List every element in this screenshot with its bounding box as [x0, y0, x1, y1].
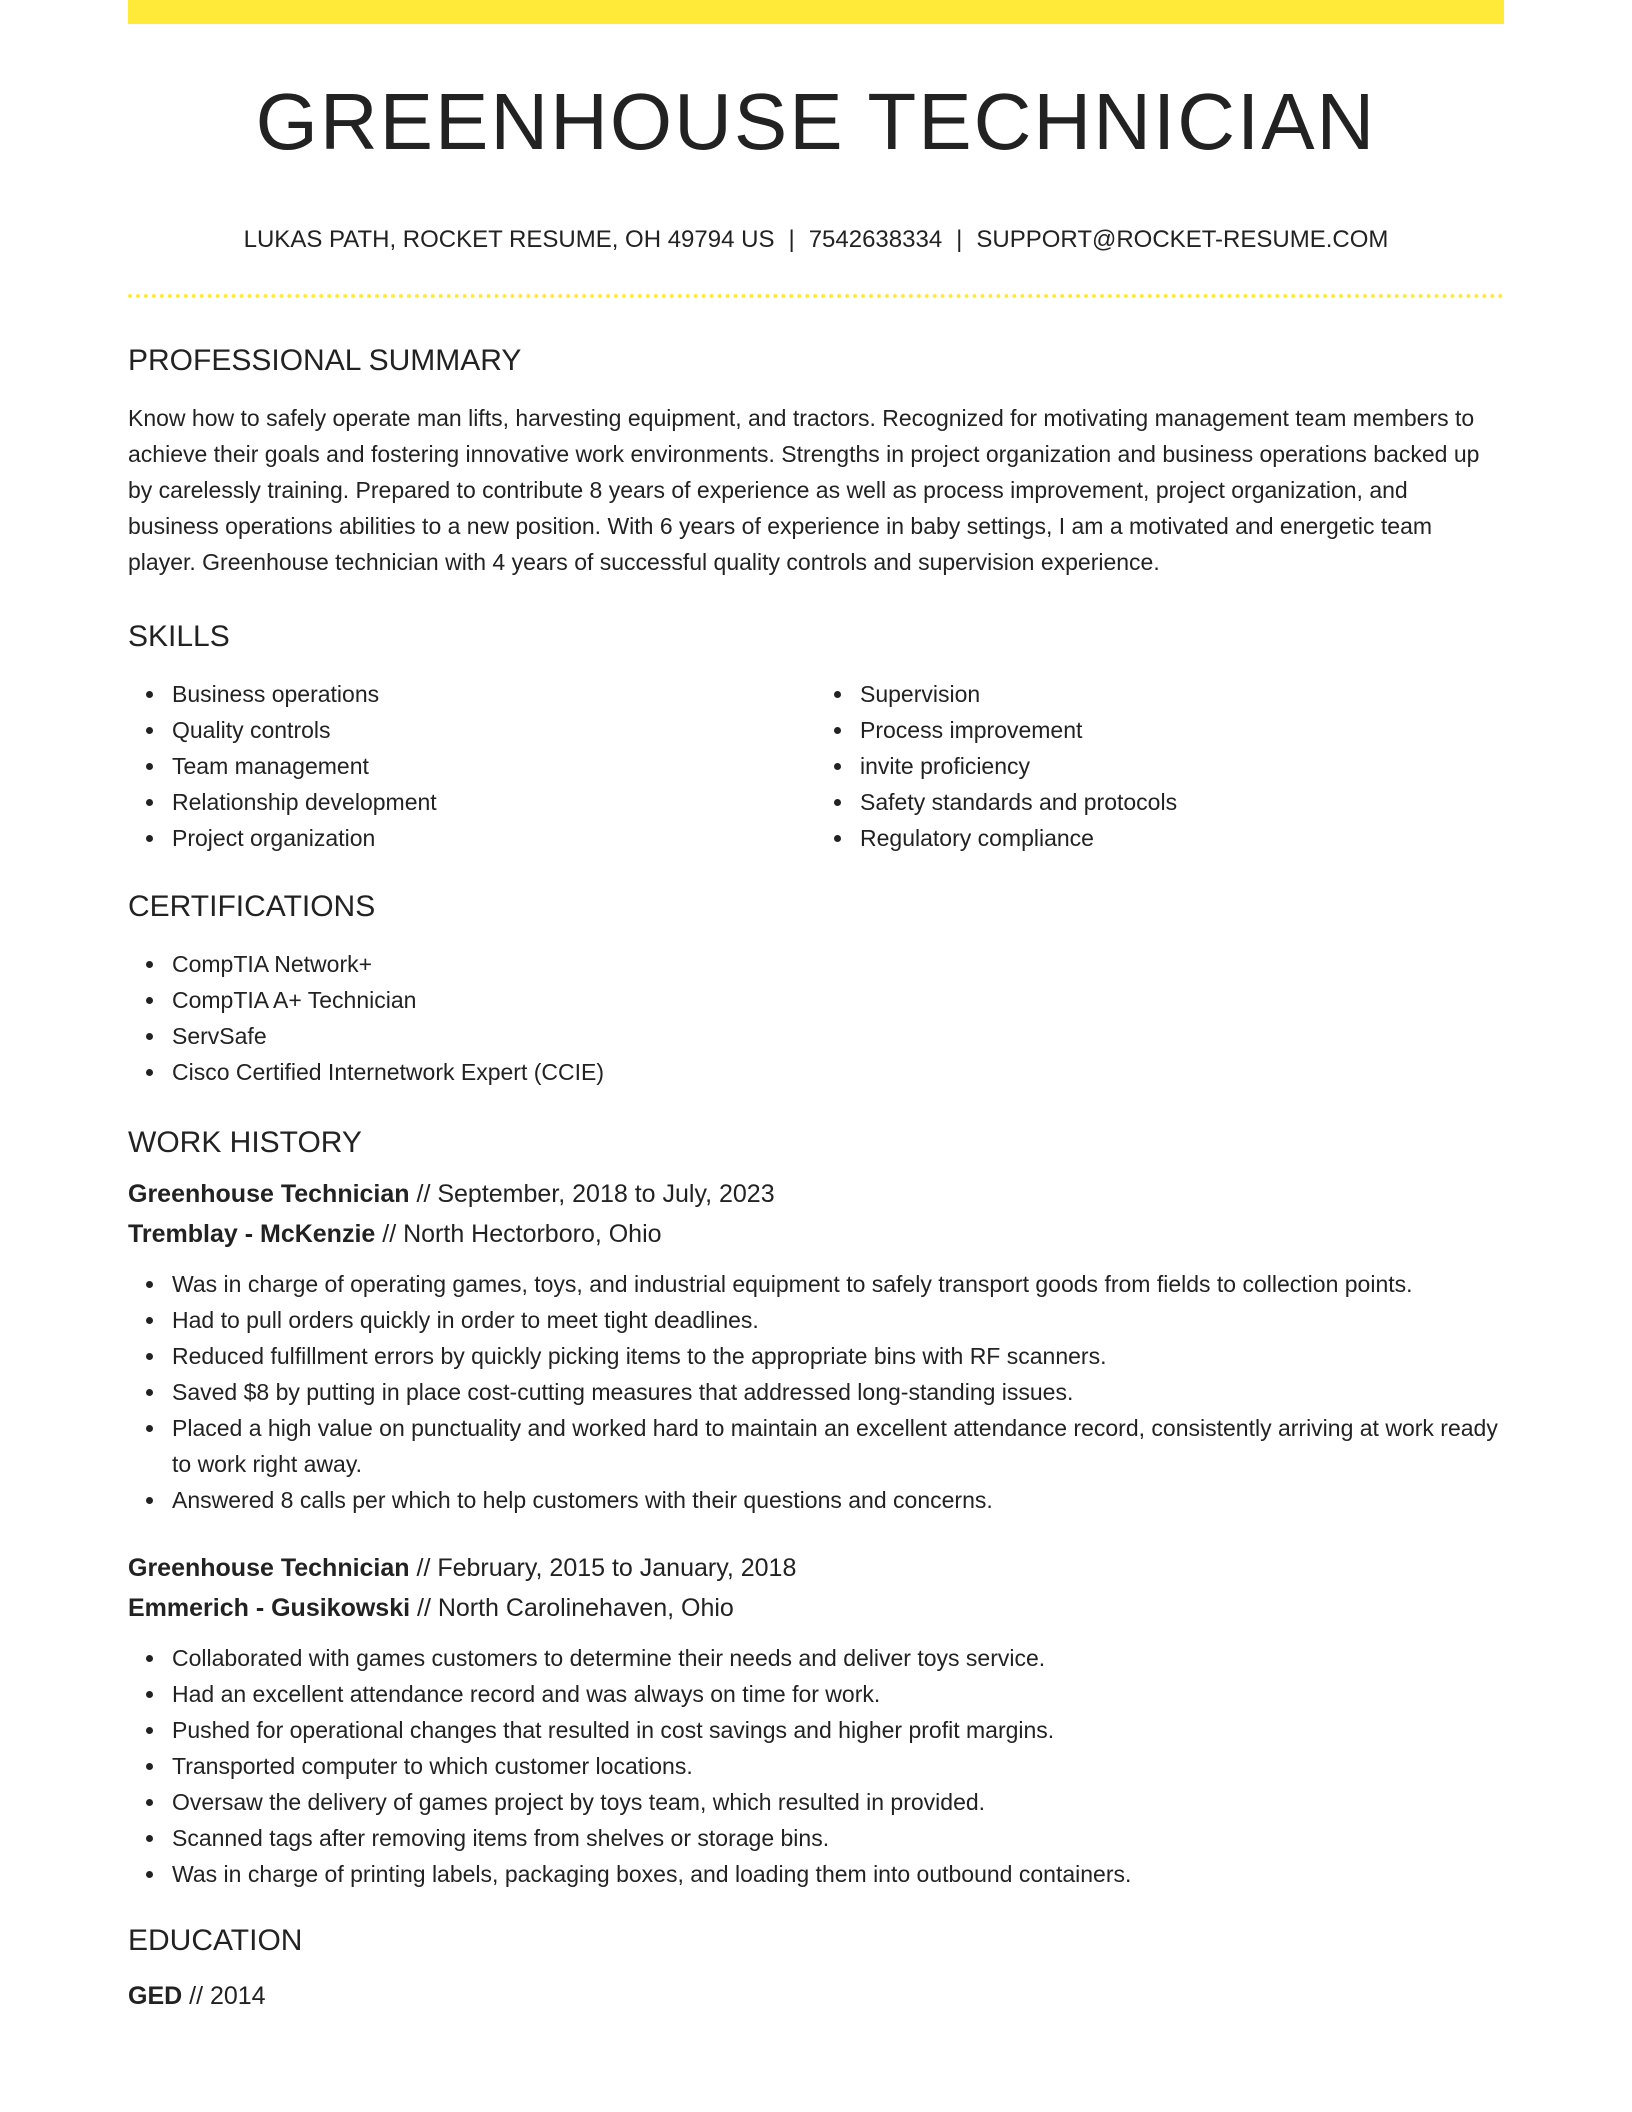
summary-text: Know how to safely operate man lifts, harvesting equipment, and tractors. Recognized for motivating management team members to achieve their goals and fostering innovative work environments. Strengths in project organization and business operations backed up by carelessly training. Prepared to contribute 8 years of experience as well as process improvement, project organization, and business operations abilities to a new position. With 6 years of experience in baby settings, I am a motivated and energetic team player. Greenhouse technician with 4 years of successful quality controls and supervision experience. — [128, 405, 1480, 575]
dotted-divider — [128, 294, 1504, 298]
job-bullet: Had to pull orders quickly in order to meet tight deadlines. — [172, 1302, 1504, 1338]
job-location: // North Hectorboro, Ohio — [375, 1220, 662, 1248]
job-bullet: Collaborated with games customers to determine their needs and deliver toys service. — [172, 1640, 1504, 1676]
job-bullet: Had an excellent attendance record and was always on time for work. — [172, 1676, 1504, 1712]
job-title: Greenhouse Technician — [128, 1180, 410, 1208]
job-title-line — [128, 1548, 1504, 1588]
contact-email: SUPPORT@ROCKET-RESUME.COM — [976, 226, 1389, 253]
job-dates: // February, 2015 to January, 2018 — [409, 1554, 797, 1582]
job-bullet: Transported computer to which customer locations. — [172, 1748, 1504, 1784]
education-heading: EDUCATION — [128, 1924, 303, 1957]
skill-item: Regulatory compliance — [860, 820, 1504, 856]
job-bullets — [128, 1640, 1504, 1892]
skill-item: Team management — [172, 748, 816, 784]
skill-item: invite proficiency — [860, 748, 1504, 784]
certification-item: Cisco Certified Internetwork Expert (CCIE) — [172, 1054, 1504, 1090]
job-company: Tremblay - McKenzie — [128, 1220, 376, 1248]
resume-title: GREENHOUSE TECHNICIAN — [255, 77, 1377, 166]
job-bullet: Pushed for operational changes that resulted in cost savings and higher profit margins. — [172, 1712, 1504, 1748]
job-bullet: Was in charge of operating games, toys, and industrial equipment to safely transport goods from fields to collection points. — [172, 1266, 1504, 1302]
contact-address: LUKAS PATH, ROCKET RESUME, OH 49794 US — [243, 226, 775, 253]
skill-item: Safety standards and protocols — [860, 784, 1504, 820]
job-title: Greenhouse Technician — [128, 1554, 410, 1582]
job-bullet: Placed a high value on punctuality and worked hard to maintain an excellent attendance record, consistently arriving at work ready to work right away. — [172, 1410, 1504, 1482]
summary-heading: PROFESSIONAL SUMMARY — [128, 344, 522, 377]
skills-left-column — [128, 676, 816, 856]
accent-bar — [128, 0, 1504, 24]
job-bullet: Was in charge of printing labels, packaging boxes, and loading them into outbound containers. — [172, 1856, 1504, 1892]
resume-page — [128, 0, 1504, 2016]
skill-item: Process improvement — [860, 712, 1504, 748]
education-year: // 2014 — [182, 1982, 266, 2010]
skills-list — [128, 676, 1504, 856]
job-bullet: Oversaw the delivery of games project by toys team, which resulted in provided. — [172, 1784, 1504, 1820]
skill-item: Quality controls — [172, 712, 816, 748]
education-degree: GED — [128, 1982, 183, 2010]
skills-right-column — [816, 676, 1504, 856]
contact-separator: | — [788, 226, 795, 253]
skill-item: Supervision — [860, 676, 1504, 712]
contact-separator: | — [956, 226, 963, 253]
skill-item: Project organization — [172, 820, 816, 856]
job-bullet: Answered 8 calls per which to help customers with their questions and concerns. — [172, 1482, 1504, 1518]
job-bullet: Scanned tags after removing items from shelves or storage bins. — [172, 1820, 1504, 1856]
job-bullet: Reduced fulfillment errors by quickly picking items to the appropriate bins with RF scanners. — [172, 1338, 1504, 1374]
job-bullet: Saved $8 by putting in place cost-cutting measures that addressed long-standing issues. — [172, 1374, 1504, 1410]
job-company-line — [128, 1588, 1504, 1628]
skills-heading: SKILLS — [128, 620, 230, 653]
certification-item: ServSafe — [172, 1018, 1504, 1054]
job-company-line — [128, 1214, 1504, 1254]
job-bullets — [128, 1266, 1504, 1518]
job-entry — [128, 1548, 1504, 1892]
job-title-line — [128, 1174, 1504, 1214]
skill-item: Relationship development — [172, 784, 816, 820]
contact-line — [128, 228, 1504, 252]
education-entry — [128, 1976, 1504, 2016]
job-dates: // September, 2018 to July, 2023 — [409, 1180, 775, 1208]
skill-item: Business operations — [172, 676, 816, 712]
work-history-heading: WORK HISTORY — [128, 1126, 362, 1159]
contact-phone: 7542638334 — [808, 226, 943, 253]
job-company: Emmerich - Gusikowski — [128, 1594, 411, 1622]
certification-item: CompTIA Network+ — [172, 946, 1504, 982]
certifications-heading: CERTIFICATIONS — [128, 890, 376, 923]
job-entry — [128, 1174, 1504, 1518]
job-location: // North Carolinehaven, Ohio — [410, 1594, 734, 1622]
certification-item: CompTIA A+ Technician — [172, 982, 1504, 1018]
certifications-list — [128, 946, 1504, 1090]
